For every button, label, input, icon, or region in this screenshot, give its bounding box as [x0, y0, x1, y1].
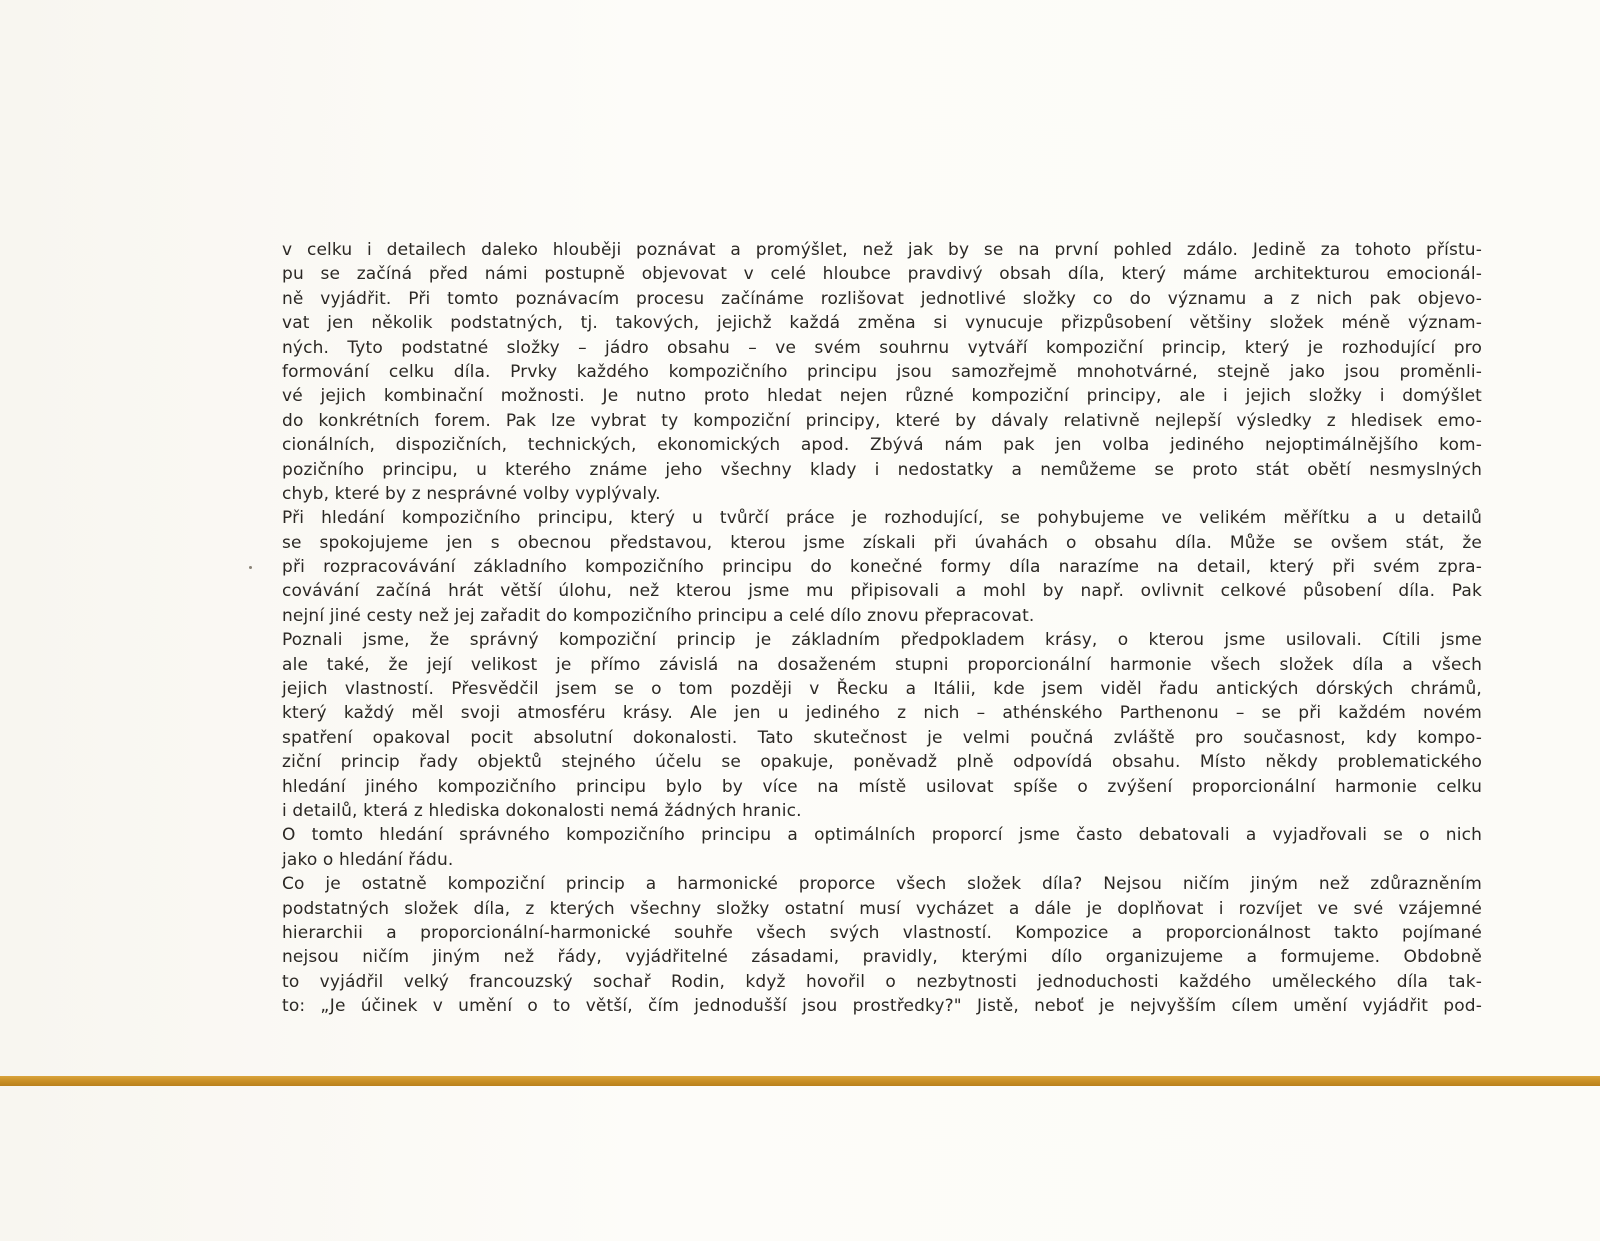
text-line: jako o hledání řádu.: [282, 849, 454, 870]
text-line: podstatných složek díla, z kterých všechny složky ostatní musí vycházet a dále je doplňovat i rozvíjet ve své vzájemné: [282, 898, 1482, 919]
text-line: to vyjádřil velký francouzský sochař Rodin, když hovořil o nezbytnosti jednoduchosti každého uměleckého díla tak-: [282, 971, 1482, 992]
text-line: cionálních, dispozičních, technických, ekonomických apod. Zbývá nám pak jen volba jediného nejoptimálnějšího kom-: [282, 435, 1482, 456]
text-line: vé jejich kombinační možnosti. Je nutno proto hledat nejen různé kompoziční principy, ale i jejich složky i domýšlet: [282, 386, 1482, 407]
paper-speck: [249, 566, 252, 569]
text-line: formování celku díla. Prvky každého kompozičního principu jsou samozřejmě mnohotvárné, stejně jako jsou proměnli-: [282, 361, 1482, 382]
text-line: se spokojujeme jen s obecnou představou, kterou jsme získali při úvahách o obsahu díla. Může se ovšem stát, že: [282, 532, 1482, 553]
text-line: do konkrétních forem. Pak lze vybrat ty kompoziční principy, které by dávaly relativně nejlepší výsledky z hledisek emo-: [282, 410, 1482, 431]
body-text: [282, 238, 1482, 1019]
text-line: pu se začíná před námi postupně objevovat v celé hloubce pravdivý obsah díla, který máme architekturou emocionál-: [282, 264, 1482, 285]
text-line: vat jen několik podstatných, tj. takových, jejichž každá změna si vynucuje přizpůsobení většiny složek méně význam-: [282, 313, 1482, 334]
gold-horizontal-rule: [0, 1076, 1600, 1086]
text-line: nejsou ničím jiným než řády, vyjádřitelné zásadami, pravidly, kterými dílo organizujeme a formujeme. Obdobně: [282, 947, 1482, 968]
text-line: O tomto hledání správného kompozičního principu a optimálních proporcí jsme často debatovali a vyjadřovali se o nich: [282, 825, 1482, 846]
text-line: ziční princip řady objektů stejného účelu se opakuje, poněvadž plně odpovídá obsahu. Místo někdy problematického: [282, 752, 1482, 773]
text-line: Při hledání kompozičního principu, který u tvůrčí práce je rozhodující, se pohybujeme ve velikém měřítku a u detailů: [282, 508, 1482, 529]
text-line: ale také, že její velikost je přímo závislá na dosaženém stupni proporcionální harmonie všech složek díla a všech: [282, 654, 1482, 675]
text-line: nejní jiné cesty než jej zařadit do kompozičního principu a celé dílo znovu přepracovat.: [282, 605, 1035, 626]
text-line: covávání začíná hrát větší úlohu, než kterou jsme mu připisovali a mohl by např. ovlivnit celkové působení díla. Pak: [282, 581, 1482, 602]
text-line: chyb, které by z nesprávné volby vyplývaly.: [282, 483, 661, 504]
text-line: pozičního principu, u kterého známe jeho všechny klady i nedostatky a nemůžeme se proto stát obětí nesmyslných: [282, 459, 1482, 480]
text-line: ných. Tyto podstatné složky – jádro obsahu – ve svém souhrnu vytváří kompoziční princip, který je rozhodující pro: [282, 337, 1482, 358]
text-line: v celku i detailech daleko hlouběji poznávat a promýšlet, než jak by se na první pohled zdálo. Jedině za tohoto přístu-: [282, 240, 1482, 260]
text-line: který každý měl svoji atmosféru krásy. Ale jen u jediného z nich – athénského Parthenonu – se při každém novém: [282, 703, 1482, 724]
text-line: hledání jiného kompozičního principu bylo by více na místě usilovat spíše o zvýšení proporcionální harmonie celku: [282, 776, 1482, 797]
text-line: při rozpracovávání základního kompozičního principu do konečné formy díla narazíme na detail, který při svém zpra-: [282, 557, 1482, 578]
text-line: jejich vlastností. Přesvědčil jsem se o tom později v Řecku a Itálii, kde jsem viděl řadu antických dórských chrámů,: [282, 679, 1482, 700]
text-line: Co je ostatně kompoziční princip a harmonické proporce všech složek díla? Nejsou ničím jiným než zdůrazněním: [282, 874, 1482, 895]
text-line: spatření opakoval pocit absolutní dokonalosti. Tato skutečnost je velmi poučná zvláště pro současnost, kdy kompo-: [282, 727, 1482, 748]
text-line: ně vyjádřit. Při tomto poznávacím procesu začínáme rozlišovat jednotlivé složky co do významu a z nich pak objevo-: [282, 288, 1482, 309]
text-line: Poznali jsme, že správný kompoziční princip je základním předpokladem krásy, o kterou jsme usilovali. Cítili jsme: [282, 630, 1482, 651]
text-line: to: „Je účinek v umění o to větší, čím jednodušší jsou prostředky?" Jistě, neboť je nejvyšším cílem umění vyjádřit pod-: [282, 996, 1482, 1017]
text-line: hierarchii a proporcionální-harmonické souhře všech svých vlastností. Kompozice a proporcionálnost takto pojímané: [282, 922, 1482, 943]
text-line: i detailů, která z hlediska dokonalosti nemá žádných hranic.: [282, 800, 802, 821]
